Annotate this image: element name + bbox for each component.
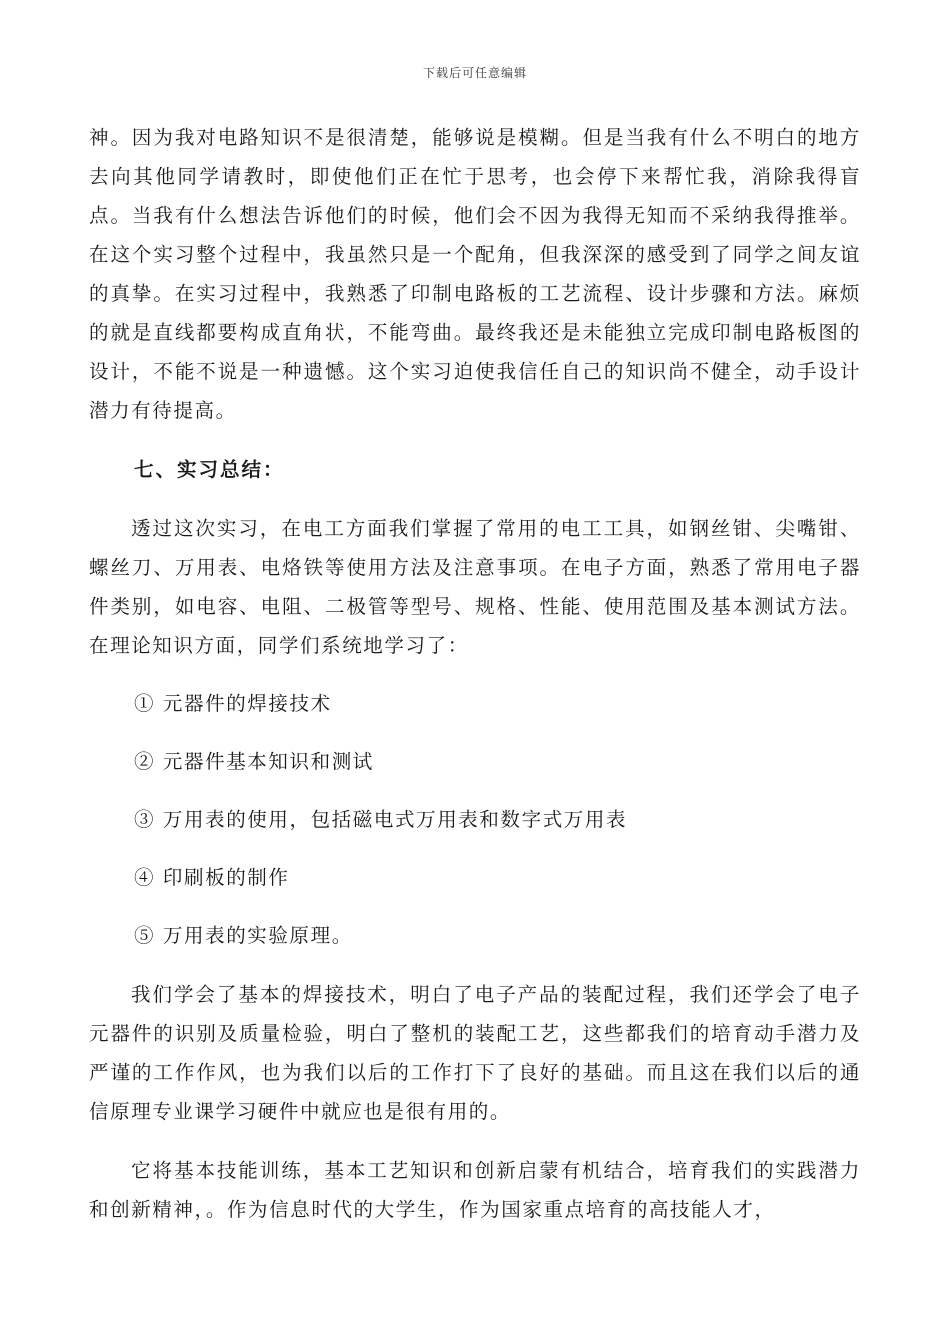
list-item: ⑤ 万用表的实验原理。 (134, 924, 353, 947)
paragraph-summary-intro: 透过这次实习，在电工方面我们掌握了常用的电工工具，如钢丝钳、尖嘴钳、螺丝刀、万用表、电烙铁等使用方法及注意事项。在电子方面，熟悉了常用电子器件类别，如电容、电阻、二极管等型号、规格、性能、使用范围及基本测试方法。在理论知识方面，同学们系统地学习了： (89, 517, 861, 657)
list-item: ③ 万用表的使用，包括磁电式万用表和数字式万用表 (134, 808, 628, 831)
paragraph-innovation: 它将基本技能训练，基本工艺知识和创新启蒙有机结合，培育我们的实践潜力和创新精神，。作为信息时代的大学生，作为国家重点培育的高技能人才， (89, 1159, 861, 1221)
section-heading-summary: 七、实习总结： (134, 458, 285, 481)
page-header-note: 下载后可任意编辑 (422, 66, 527, 80)
paragraph-continued: 神。因为我对电路知识不是很清楚，能够说是模糊。但是当我有什么不明白的地方去向其他同学请教时，即使他们正在忙于思考，也会停下来帮忙我，消除我得盲点。当我有什么想法告诉他们的时候，他们会不因为我得无知而不采纳我得推举。在这个实习整个过程中，我虽然只是一个配角，但我深深的感受到了同学之间友谊的真挚。在实习过程中，我熟悉了印制电路板的工艺流程、设计步骤和方法。麻烦的就是直线都要构成直角状，不能弯曲。最终我还是未能独立完成印制电路板图的设计，不能不说是一种遗憾。这个实习迫使我信任自己的知识尚不健全，动手设计潜力有待提高。 (89, 126, 861, 422)
list-item: ② 元器件基本知识和测试 (134, 750, 374, 773)
document-body (89, 118, 861, 1229)
paragraph-skills: 我们学会了基本的焊接技术，明白了电子产品的装配过程，我们还学会了电子元器件的识别及质量检验，明白了整机的装配工艺，这些都我们的培育动手潜力及严谨的工作作风，也为我们以后的工作打下了良好的基础。而且这在我们以后的通信原理专业课学习硬件中就应也是很有用的。 (89, 983, 861, 1123)
list-item: ① 元器件的焊接技术 (134, 692, 332, 715)
list-item: ④ 印刷板的制作 (134, 866, 290, 889)
